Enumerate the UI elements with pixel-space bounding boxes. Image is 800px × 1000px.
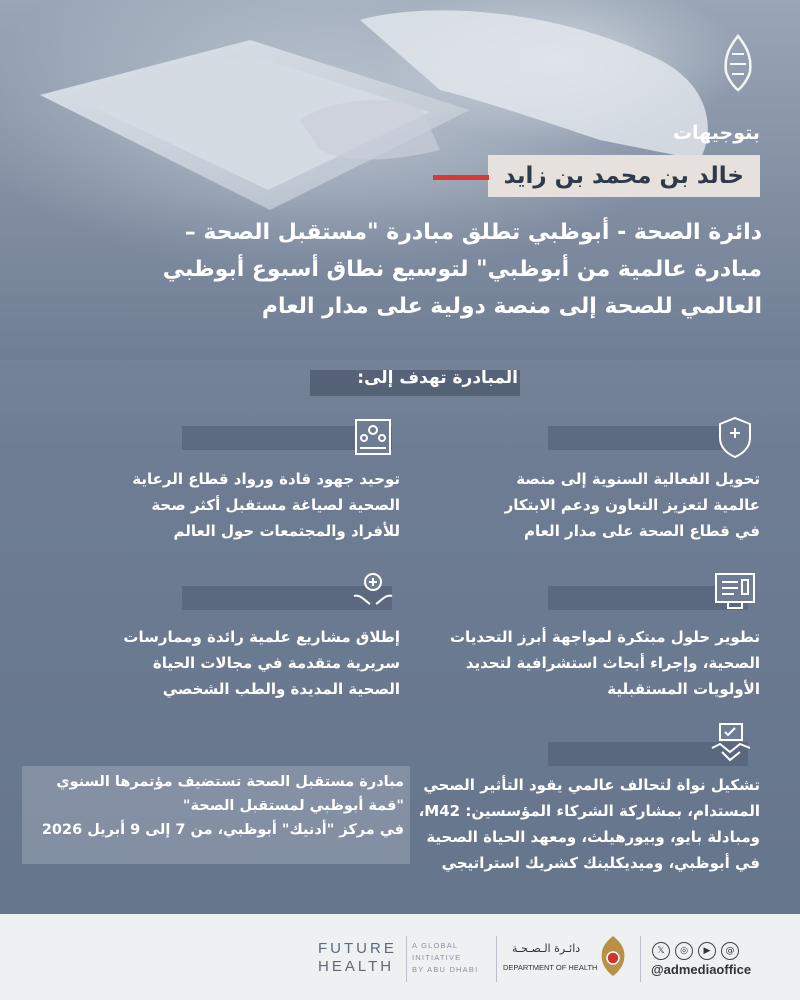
point-line: الصحية، وإجراء أبحاث استشرافية لتحديد (465, 654, 760, 672)
point-text (60, 466, 400, 544)
point-text (60, 624, 400, 702)
conference-line: "قمة أبوظبي لمستقبل الصحة" (182, 798, 404, 814)
divider (640, 936, 641, 982)
headline (62, 214, 762, 325)
conference-text (34, 770, 404, 842)
point-text (420, 624, 760, 702)
point-line: تحويل الفعالية السنوية إلى منصة (516, 470, 760, 488)
point-line: في أبوظبي، وميديكلينك كشريك استراتيجي (441, 854, 760, 872)
point-line: المستدام، بمشاركة الشركاء المؤسسين: M42، (418, 802, 760, 820)
logo-word: FUTURE (318, 940, 397, 957)
instagram-icon[interactable]: ◎ (675, 942, 693, 960)
point-line: للأفراد والمجتمعات حول العالم (173, 522, 400, 540)
leader-name: خالد بن محمد بن زايد (488, 155, 760, 197)
tagline-line: BY ABU DHABI (412, 965, 479, 974)
logo-word: HEALTH (318, 958, 395, 975)
social-handle[interactable]: @admediaoffice (651, 962, 752, 977)
headline-line: العالمي للصحة إلى منصة دولية على مدار العام (261, 294, 762, 319)
point-line: تطوير حلول مبتكرة لمواجهة أبرز التحديات (449, 628, 760, 646)
section-title: المبادرة تهدف إلى: (357, 368, 518, 388)
tagline-line: A GLOBAL (412, 941, 459, 950)
point-line: في قطاع الصحة على مدار العام (523, 522, 760, 540)
point-text (420, 466, 760, 544)
conference-line: في مركز "أدنيك" أبوظبي، من 7 إلى 9 أبريل 2026 (41, 822, 404, 838)
uae-emblem-icon (596, 934, 630, 978)
divider (406, 936, 407, 982)
point-line: ومبادلة بايو، وبيورهيلث، ومعهد الحياة الصحية (426, 828, 760, 846)
accent-line (433, 175, 489, 180)
directive-label: بتوجيهات (672, 122, 760, 144)
x-icon[interactable]: 𝕏 (652, 942, 670, 960)
doh-english-name: DEPARTMENT OF HEALTH (503, 963, 598, 972)
threads-icon[interactable]: @ (721, 942, 739, 960)
point-text (400, 772, 760, 876)
research-document-icon (712, 566, 758, 612)
point-line: عالمية لتعزيز التعاون ودعم الابتكار (504, 496, 760, 514)
divider (496, 936, 497, 982)
point-line: توحيد جهود قادة ورواد قطاع الرعاية (132, 470, 400, 488)
point-line: إطلاق مشاريع علمية رائدة وممارسات (123, 628, 400, 646)
social-icons (652, 938, 744, 960)
youtube-icon[interactable]: ▶ (698, 942, 716, 960)
point-line: الأولويات المستقبلية (607, 680, 760, 698)
hands-care-icon (350, 566, 396, 612)
point-line: الصحية لصياغة مستقبل أكثر صحة (151, 496, 400, 514)
headline-line: مبادرة عالمية من أبوظبي" لتوسيع نطاق أسبوع أبوظبي (162, 257, 762, 282)
point-line: الصحية المديدة والطب الشخصي (162, 680, 400, 698)
tagline-line: INITIATIVE (412, 953, 462, 962)
shield-plus-icon (712, 414, 758, 460)
doh-arabic-name: دائـرة الـصـحـة (512, 942, 581, 955)
conference-line: مبادرة مستقبل الصحة تستضيف مؤتمرها السنوي (56, 774, 404, 790)
leaders-meeting-icon (350, 414, 396, 460)
initiative-tagline (412, 940, 478, 976)
headline-line: دائرة الصحة - أبوظبي تطلق مبادرة "مستقبل الصحة – (184, 220, 762, 245)
emblem-logo (710, 32, 766, 94)
handshake-icon (708, 720, 754, 766)
future-health-logo (318, 940, 397, 976)
point-line: تشكيل نواة لتحالف عالمي يقود التأثير الصحي (423, 776, 760, 794)
point-line: سريرية متقدمة في مجالات الحياة (152, 654, 400, 672)
